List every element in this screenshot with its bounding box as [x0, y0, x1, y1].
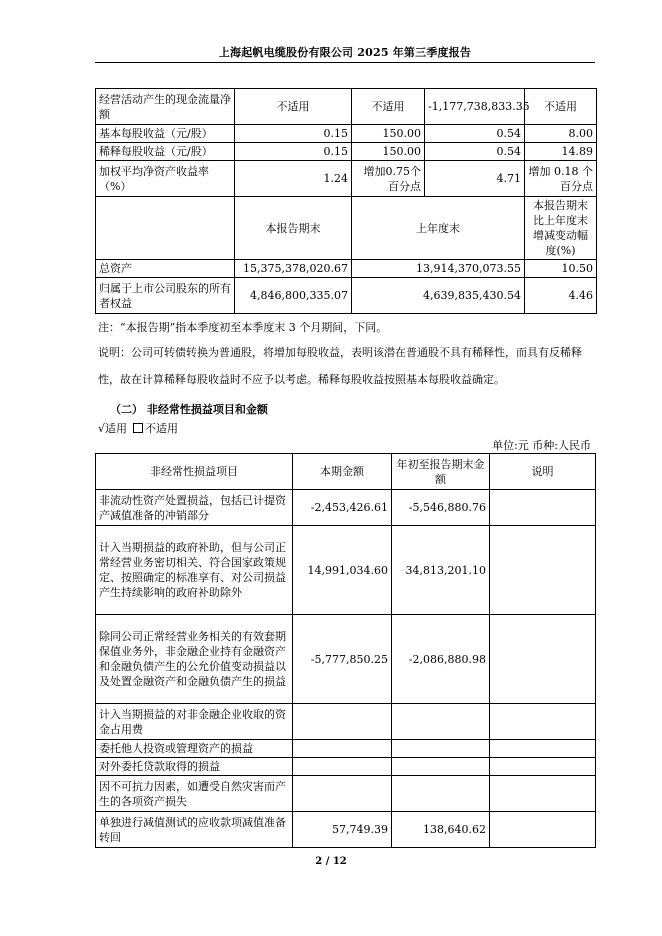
cell: 15,375,378,020.67 [235, 260, 352, 278]
cell [490, 615, 596, 704]
table-row [96, 143, 597, 161]
cell: 不适用 [525, 89, 597, 125]
item-cell: 对外委托贷款取得的损益 [96, 758, 293, 776]
row-label: 稀释每股收益（元/股） [96, 143, 235, 161]
table-subheader-row [96, 197, 597, 260]
item-cell: 计入当期损益的政府补助，但与公司正常经营业务密切相关、符合国家政策规定、按照确定的标准享有、对公司损益产生持续影响的政府补助除外 [96, 526, 293, 615]
cell [293, 704, 392, 740]
cell: 57,749.39 [293, 812, 392, 848]
cell: -5,546,880.76 [392, 490, 490, 526]
cell: -1,177,738,833.35 [425, 89, 525, 125]
row-label: 基本每股收益（元/股） [96, 125, 235, 143]
column-header: 说明 [490, 454, 596, 490]
row-label: 经营活动产生的现金流量净额 [96, 89, 235, 125]
column-header: 本期金额 [293, 454, 392, 490]
table-row [96, 740, 596, 758]
cell: 138,640.62 [392, 812, 490, 848]
eps-explanation: 说明：公司可转债转换为普通股，将增加每股收益，表明该潜在普通股不具有稀释性，而具有反稀释性，故在计算稀释每股收益时不应予以考虑。稀释每股收益按照基本每股收益确定。 [98, 346, 582, 386]
cell: 不适用 [352, 89, 425, 125]
cell: 14,991,034.60 [293, 526, 392, 615]
cell: -2,086,880.98 [392, 615, 490, 704]
column-header: 年初至报告期末金额 [392, 454, 490, 490]
cell [490, 776, 596, 812]
item-cell: 委托他人投资或管理资产的损益 [96, 740, 293, 758]
table-row [96, 278, 597, 314]
cell: -5,777,850.25 [293, 615, 392, 704]
page-number: 2 / 12 [315, 856, 347, 867]
item-cell: 非流动性资产处置损益，包括已计提资产减值准备的冲销部分 [96, 490, 293, 526]
cell: 增加 0.18 个百分点 [525, 161, 597, 197]
table-row [96, 526, 596, 615]
cell: 0.54 [425, 125, 525, 143]
cell: 4,639,835,430.54 [352, 278, 525, 314]
item-cell: 计入当期损益的对非金融企业收取的资金占用费 [96, 704, 293, 740]
cell: 34,813,201.10 [392, 526, 490, 615]
table-row [96, 704, 596, 740]
item-cell: 单独进行减值测试的应收款项减值准备转回 [96, 812, 293, 848]
non-recurring-items-table [95, 453, 596, 848]
not-applicable-option: 不适用 [145, 422, 179, 435]
cell: 不适用 [235, 89, 352, 125]
applicable-option: √适用 [98, 422, 128, 435]
cell: 4,846,800,335.07 [235, 278, 352, 314]
cell [392, 758, 490, 776]
column-header: 非经常性损益项目 [96, 454, 293, 490]
empty-cell [96, 197, 235, 260]
row-label: 归属于上市公司股东的所有者权益 [96, 278, 235, 314]
cell: 150.00 [352, 125, 425, 143]
header-divider [95, 62, 595, 63]
cell [392, 704, 490, 740]
cell: 1.24 [235, 161, 352, 197]
cell: -2,453,426.61 [293, 490, 392, 526]
report-header: 上海起帆电缆股份有限公司 2025 年第三季度报告 [218, 46, 472, 59]
table-row [96, 125, 597, 143]
table-row [96, 161, 597, 197]
cell [392, 740, 490, 758]
item-cell: 因不可抗力因素，如遭受自然灾害而产生的各项资产损失 [96, 776, 293, 812]
cell: 增加0.75个百分点 [352, 161, 425, 197]
cell: 10.50 [525, 260, 597, 278]
currency-unit: 单位:元 币种:人民币 [492, 439, 591, 452]
item-cell: 除同公司正常经营业务相关的有效套期保值业务外，非金融企业持有金融资产和金融负债产生的公允价值变动损益以及处置金融资产和金融负债产生的损益 [96, 615, 293, 704]
cell [490, 812, 596, 848]
column-header: 本报告期末 [235, 197, 352, 260]
financial-indicators-table [95, 88, 597, 314]
table-row [96, 89, 597, 125]
column-header: 上年度末 [352, 197, 525, 260]
cell: 150.00 [352, 143, 425, 161]
cell: 4.46 [525, 278, 597, 314]
cell [490, 704, 596, 740]
table-row [96, 758, 596, 776]
cell [490, 758, 596, 776]
cell [293, 758, 392, 776]
applicability-options [98, 420, 178, 436]
cell [293, 740, 392, 758]
section-title: （二） 非经常性损益项目和金额 [110, 403, 268, 416]
cell [490, 490, 596, 526]
table-row [96, 776, 596, 812]
report-period-note: 注：“本报告期”指本季度初至本季度末 3 个月期间，下同。 [98, 321, 388, 334]
cell: 13,914,370,073.55 [352, 260, 525, 278]
cell: 14.89 [525, 143, 597, 161]
cell: 8.00 [525, 125, 597, 143]
cell [392, 776, 490, 812]
cell [490, 526, 596, 615]
cell: 0.15 [235, 143, 352, 161]
cell [293, 776, 392, 812]
table-header-row [96, 454, 596, 490]
cell [490, 740, 596, 758]
table-row [96, 260, 597, 278]
table-row [96, 490, 596, 526]
checkbox-icon [133, 423, 143, 433]
cell: 0.15 [235, 125, 352, 143]
table-row [96, 812, 596, 848]
row-label: 加权平均净资产收益率（%） [96, 161, 235, 197]
column-header: 本报告期末比上年度末增减变动幅度(%) [525, 197, 597, 260]
cell: 4.71 [425, 161, 525, 197]
table-row [96, 615, 596, 704]
cell: 0.54 [425, 143, 525, 161]
row-label: 总资产 [96, 260, 235, 278]
